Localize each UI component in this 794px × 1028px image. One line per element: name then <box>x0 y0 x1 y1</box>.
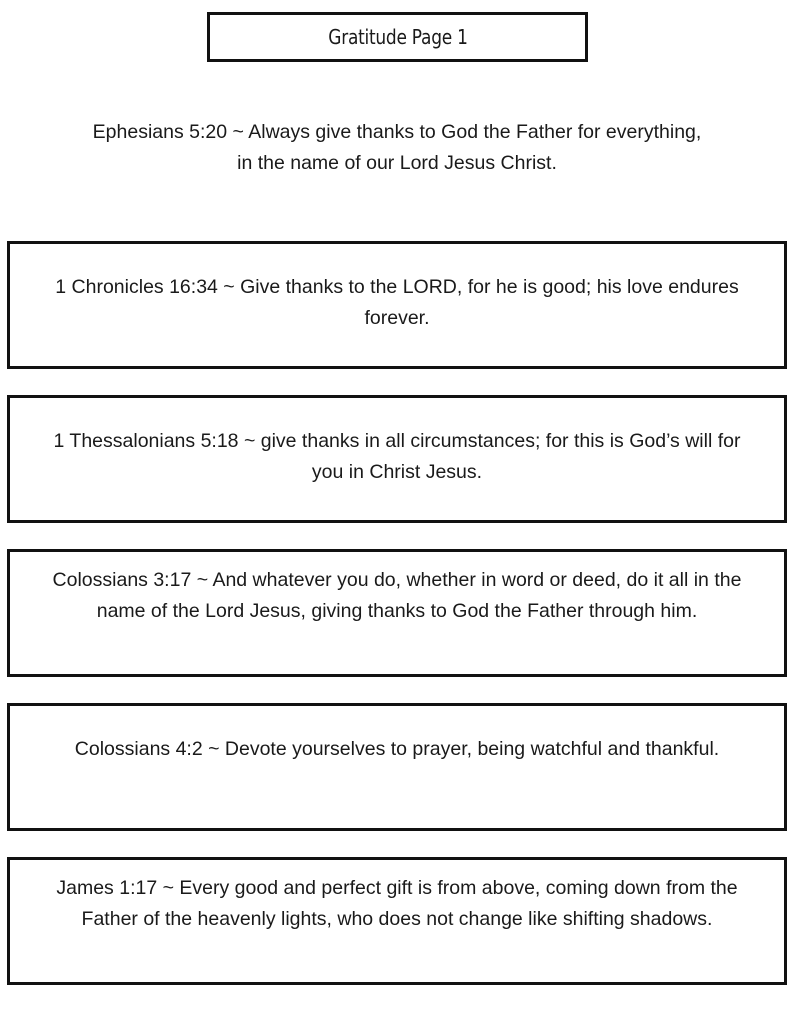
page-title: Gratitude Page 1 <box>327 25 468 49</box>
verse-text-4: Colossians 4:2 ~ Devote yourselves to prayer, being watchful and thankful. <box>74 738 720 760</box>
verse-box-2 <box>7 395 787 523</box>
verse-box-4 <box>7 703 787 831</box>
verse-text-2: 1 Thessalonians 5:18 ~ give thanks in all circumstances; for this is God’s will for you in Christ Jesus. <box>53 430 741 483</box>
verse-text-1: 1 Chronicles 16:34 ~ Give thanks to the LORD, for he is good; his love endures forever. <box>55 276 739 329</box>
intro-verse-line-2: in the name of our Lord Jesus Christ. <box>237 152 557 174</box>
page-title-box <box>207 12 588 62</box>
intro-verse <box>20 117 774 179</box>
verse-box-1 <box>7 241 787 369</box>
verse-box-5 <box>7 857 787 985</box>
intro-verse-line-1: Ephesians 5:20 ~ Always give thanks to God the Father for everything, <box>92 121 702 143</box>
verse-text-5: James 1:17 ~ Every good and perfect gift is from above, coming down from the Father of the heavenly lights, who does not change like shifting shadows. <box>56 877 738 930</box>
verse-text-3: Colossians 3:17 ~ And whatever you do, whether in word or deed, do it all in the name of the Lord Jesus, giving thanks to God the Father through him. <box>52 569 742 622</box>
verse-box-3 <box>7 549 787 677</box>
